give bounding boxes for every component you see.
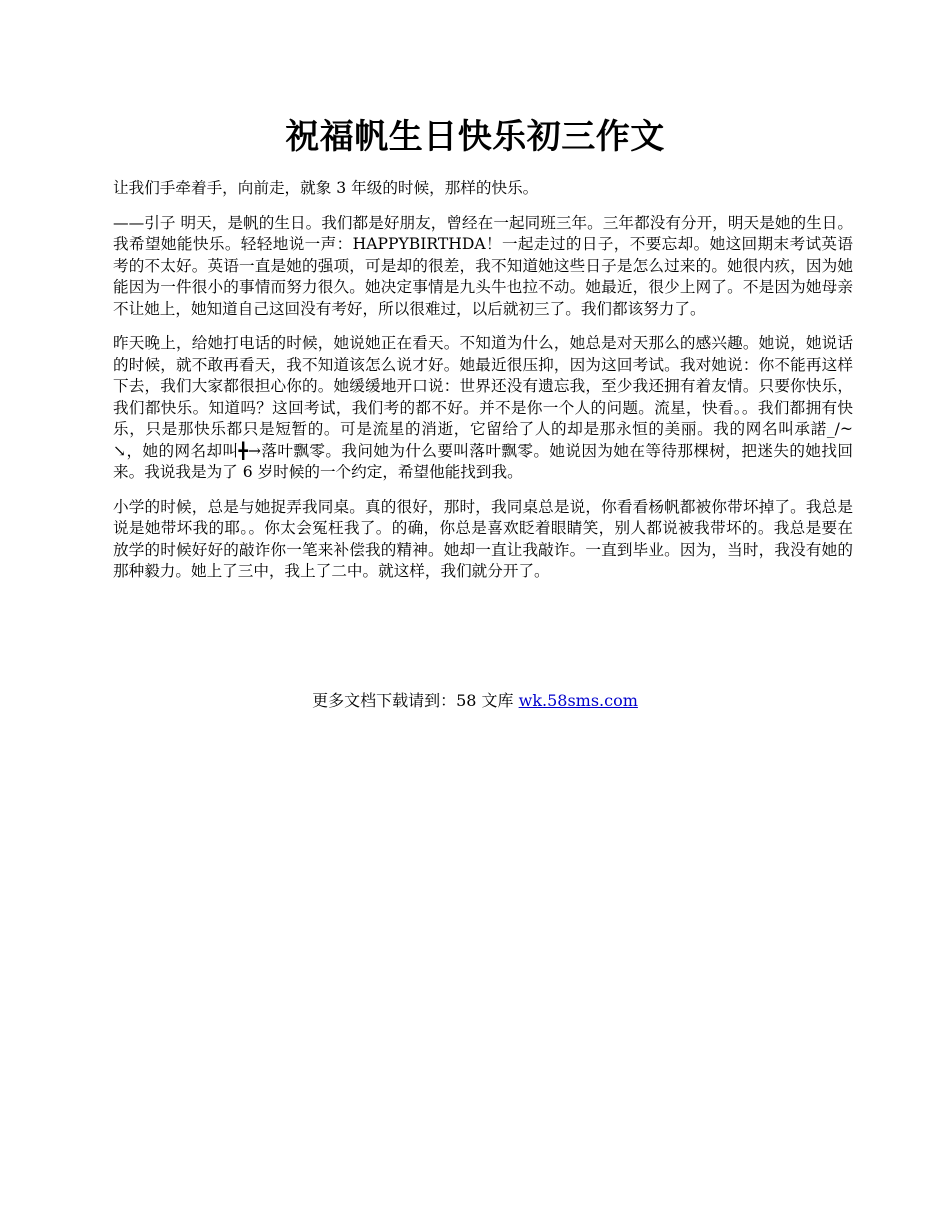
paragraph-phone-call: 昨天晚上，给她打电话的时候，她说她正在看天。不知道为什么，她总是对天那么的感兴趣。她说，她说话的时候，就不敢再看天，我不知道该怎么说才好。她最近很压抑，因为这回考试。我对她说：你不能再这样下去，我们大家都很担心你的。她缓缓地开口说：世界还没有遗忘我，至少我还拥有着友情。只要你快乐，我们都快乐。知道吗？这回考试，我们考的都不好。并不是你一个人的问题。流星，快看。。我们都拥有快乐，只是那快乐都只是短暂的。可是流星的消逝，它留给了人的却是那永恒的美丽。我的网名叫承諾_/~↘，她的网名却叫╋→落叶飘零。我问她为什么要叫落叶飘零。她说因为她在等待那棵树，把迷失的她找回来。我说我是为了 6 岁时候的一个约定，希望他能找到我。	[113, 334, 853, 481]
paragraph-primary-school: 小学的时候，总是与她捉弄我同桌。真的很好，那时，我同桌总是说，你看看杨帆都被你带坏掉了。我总是说是她带坏我的耶。。你太会冤枉我了。的确，你总是喜欢眨着眼睛笑，别人都说被我带坏的。我总是要在放学的时候好好的敲诈你一笔来补偿我的精神。她却一直让我敲诈。一直到毕业。因为，当时，我没有她的那种毅力。她上了三中，我上了二中。就这样，我们就分开了。	[113, 497, 853, 580]
footer-link[interactable]: wk.58sms.com	[518, 691, 638, 710]
footer-text: 更多文档下载请到：58 文库	[312, 691, 519, 710]
footer	[0, 690, 950, 712]
article-body	[113, 178, 853, 596]
paragraph-birthday: ——引子 明天，是帆的生日。我们都是好朋友，曾经在一起同班三年。三年都没有分开，明天是她的生日。我希望她能快乐。轻轻地说一声：HAPPYBIRTHDA！一起走过的日子，不要忘却。她这回期末考试英语考的不太好。英语一直是她的强项，可是却的很差，我不知道她这些日子是怎么过来的。她很内疚，因为她能因为一件很小的事情而努力很久。她决定事情是九头牛也拉不动。她最近，很少上网了。不是因为她母亲不让她上，她知道自己这回没有考好，所以很难过，以后就初三了。我们都该努力了。	[113, 213, 853, 318]
page-title: 祝福帆生日快乐初三作文	[285, 117, 665, 157]
paragraph-intro: 让我们手牵着手，向前走，就象 3 年级的时候，那样的快乐。	[113, 179, 539, 197]
